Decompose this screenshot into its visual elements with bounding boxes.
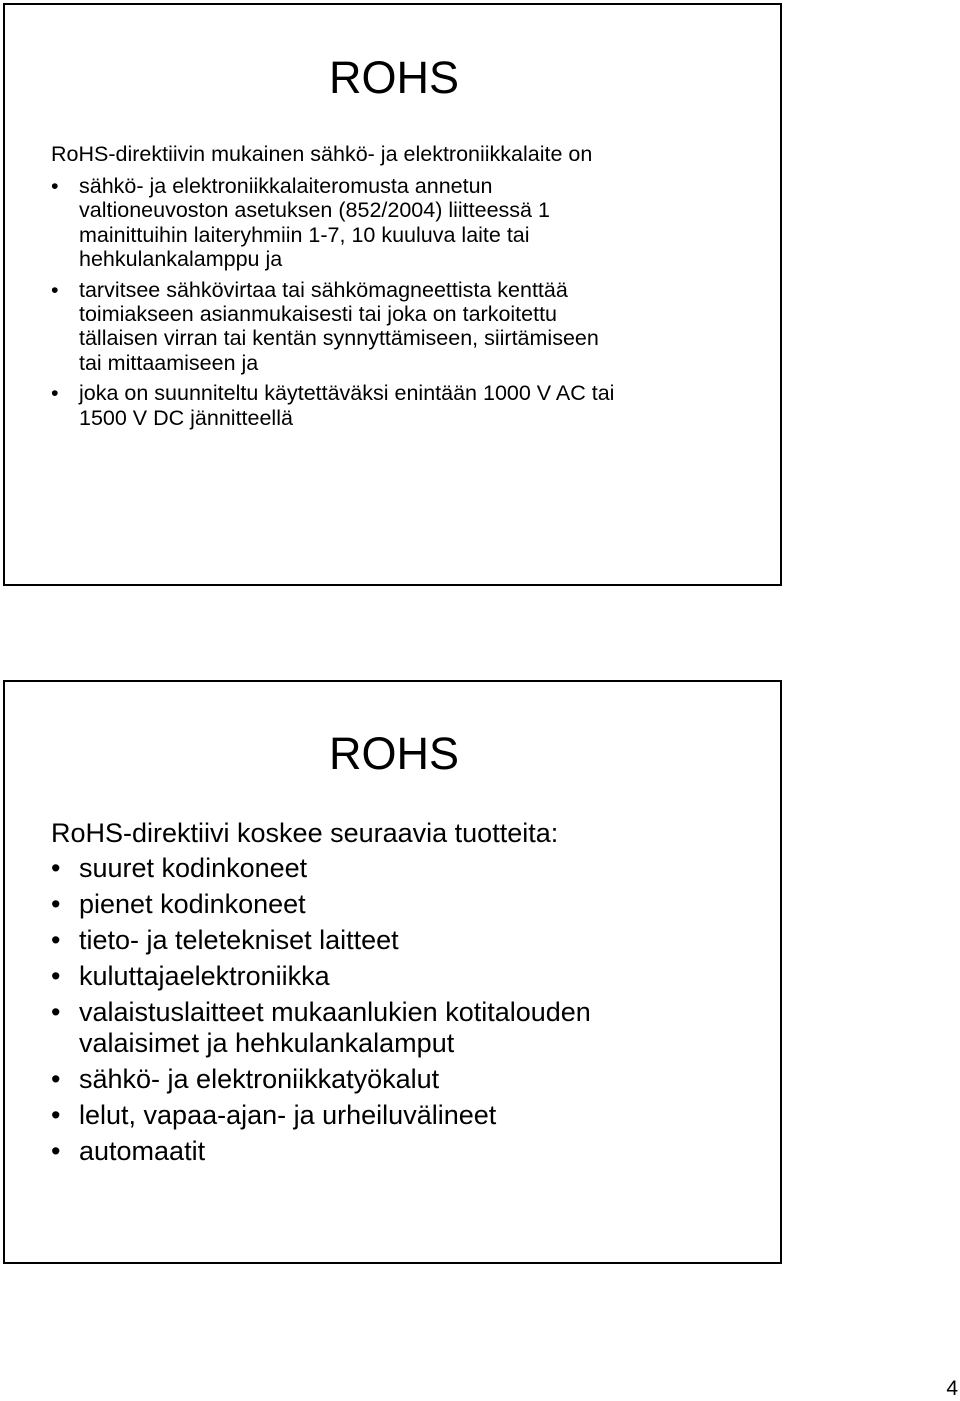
list-item-line: tarvitsee sähkövirtaa tai sähkömagneettista kenttää [79,277,568,302]
list-item [51,853,751,884]
bullet-icon: • [51,1064,61,1094]
bullet-icon: • [51,961,61,991]
bullet-list [51,174,751,436]
slide-intro: RoHS-direktiivi koskee seuraavia tuotteita: [51,818,559,848]
list-item [51,1064,751,1095]
list-item-line: tieto- ja teletekniset laitteet [79,925,399,955]
list-item-line: sähkö- ja elektroniikkatyökalut [79,1064,440,1094]
list-item [51,278,751,376]
bullet-icon: • [51,925,61,955]
slide-1 [3,3,782,586]
list-item-line: valaisimet ja hehkulankalamput [79,1028,455,1058]
list-item [51,997,751,1059]
page-number: 4 [946,1377,958,1400]
list-item-line: joka on suunniteltu käytettäväksi enintään 1000 V AC tai [79,381,615,406]
list-item-line: valaistuslaitteet mukaanlukien kotitalouden [79,997,591,1027]
bullet-icon: • [51,277,59,302]
list-item-line: sähkö- ja elektroniikkalaiteromusta annetun [79,174,493,198]
slide-2 [3,680,782,1264]
list-item-line: pienet kodinkoneet [79,889,306,919]
bullet-icon: • [51,853,61,883]
bullet-list [51,853,751,1172]
bullet-icon: • [51,174,59,198]
list-item-line: tai mittaamiseen ja [79,350,259,375]
list-item-line: kuluttajaelektroniikka [79,961,330,991]
bullet-icon: • [51,381,59,406]
list-item-line: toimiakseen asianmukaisesti tai joka on tarkoitettu [79,302,558,327]
list-item-line: tällaisen virran tai kentän synnyttämiseen, siirtämiseen [79,326,599,351]
list-item [51,889,751,920]
bullet-icon: • [51,997,61,1027]
list-item-line: 1500 V DC jännitteellä [79,405,293,430]
list-item [51,961,751,992]
list-item [51,1100,751,1131]
list-item-line: mainittuihin laiteryhmiin 1-7, 10 kuuluva laite tai [79,222,530,247]
slide-intro: RoHS-direktiivin mukainen sähkö- ja elektroniikkalaite on [51,142,593,166]
list-item-line: automaatit [79,1136,206,1166]
list-item [51,381,751,430]
list-item [51,1136,751,1167]
slide-title: ROHS [328,728,459,779]
bullet-icon: • [51,1136,61,1166]
bullet-icon: • [51,1100,61,1130]
list-item [51,925,751,956]
list-item-line: hehkulankalamppu ja [79,247,283,272]
bullet-icon: • [51,889,61,919]
slide-title: ROHS [328,52,459,103]
list-item [51,174,751,272]
list-item-line: lelut, vapaa-ajan- ja urheiluvälineet [79,1100,497,1130]
list-item-line: suuret kodinkoneet [79,853,308,883]
list-item-line: valtioneuvoston asetuksen (852/2004) liitteessä 1 [79,198,550,223]
